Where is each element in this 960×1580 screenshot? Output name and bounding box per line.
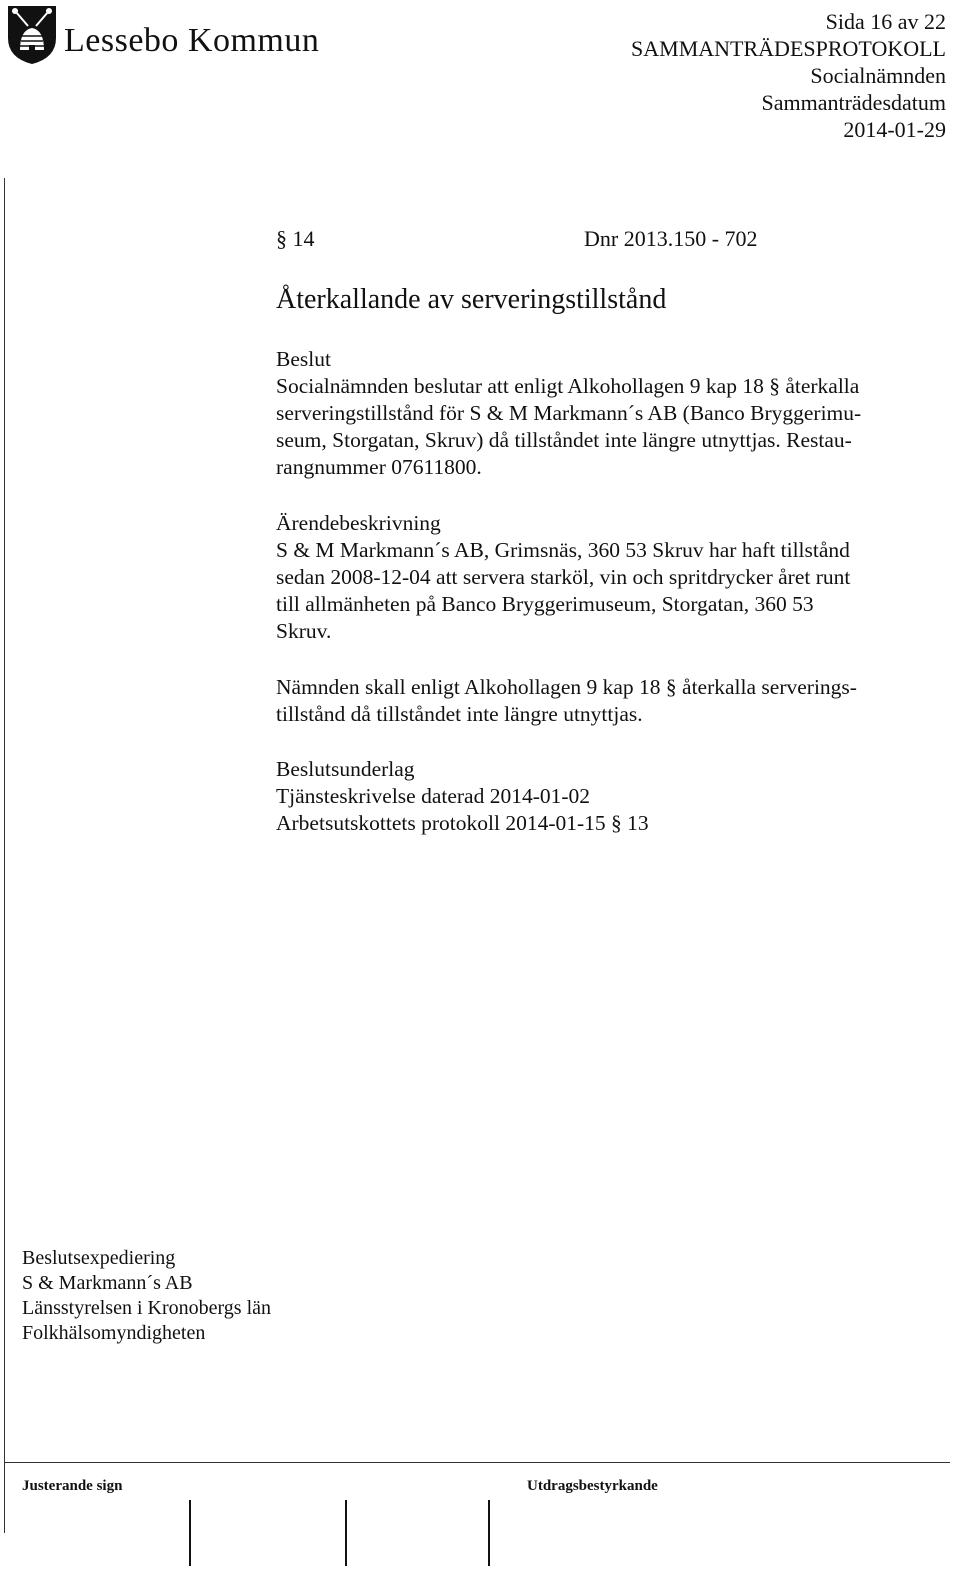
text-line: sedan 2008-12-04 att servera starköl, vin och spritdrycker året runt	[276, 565, 851, 589]
recipient: Länsstyrelsen i Kronobergs län	[22, 1297, 272, 1319]
text-line: till allmänheten på Banco Bryggerimuseum, Storgatan, 360 53	[276, 592, 814, 616]
page-number: Sida 16 av 22	[825, 9, 946, 34]
text-line: Tjänsteskrivelse daterad 2014-01-02	[276, 784, 591, 808]
signature-box-divider	[488, 1500, 490, 1566]
decision-basis-section	[276, 756, 956, 837]
meeting-date: 2014-01-29	[843, 117, 946, 142]
recipient: S & Markmann´s AB	[22, 1272, 193, 1294]
distribution-section	[22, 1246, 271, 1346]
section-heading: Beslutsexpediering	[22, 1247, 176, 1269]
section-heading: Beslutsunderlag	[276, 757, 415, 781]
document-type: SAMMANTRÄDESPROTOKOLL	[631, 36, 946, 61]
text-line: seum, Storgatan, Skruv) då tillståndet inte längre utnyttjas. Restau-	[276, 428, 852, 452]
adjuster-signature-label: Justerande sign	[22, 1478, 123, 1494]
signature-box-divider	[345, 1500, 347, 1566]
decision-section	[276, 346, 956, 481]
text-line: serveringstillstånd för S & M Markmann´s AB (Banco Bryggerimu-	[276, 401, 862, 425]
text-line: Arbetsutskottets protokoll 2014-01-15 § 13	[276, 811, 649, 835]
section-heading: Beslut	[276, 347, 331, 371]
municipality-crest-icon	[6, 4, 58, 66]
case-description-section	[276, 510, 956, 645]
text-line: tillstånd då tillståndet inte längre utnyttjas.	[276, 702, 643, 726]
text-line: Nämnden skall enligt Alkohollagen 9 kap 18 § återkalla serverings-	[276, 675, 857, 699]
paragraph-number: § 14	[276, 226, 315, 251]
board-name: Socialnämnden	[810, 63, 946, 88]
signature-box-divider	[189, 1500, 191, 1566]
section-title: Återkallande av serveringstillstånd	[276, 284, 667, 315]
board-statement-section	[276, 674, 956, 728]
diary-number: Dnr 2013.150 - 702	[584, 226, 758, 251]
footer-rule	[4, 1462, 950, 1463]
meeting-date-label: Sammanträdesdatum	[761, 90, 946, 115]
recipient: Folkhälsomyndigheten	[22, 1322, 206, 1344]
document-header	[631, 8, 946, 143]
text-line: rangnummer 07611800.	[276, 455, 482, 479]
text-line: Skruv.	[276, 619, 332, 643]
organization-name: Lessebo Kommun	[64, 22, 320, 59]
text-line: S & M Markmann´s AB, Grimsnäs, 360 53 Skruv har haft tillstånd	[276, 538, 850, 562]
text-line: Socialnämnden beslutar att enligt Alkohollagen 9 kap 18 § återkalla	[276, 374, 860, 398]
left-margin-rule	[4, 178, 5, 1533]
certification-label: Utdragsbestyrkande	[527, 1478, 658, 1494]
section-heading: Ärendebeskrivning	[276, 511, 441, 535]
